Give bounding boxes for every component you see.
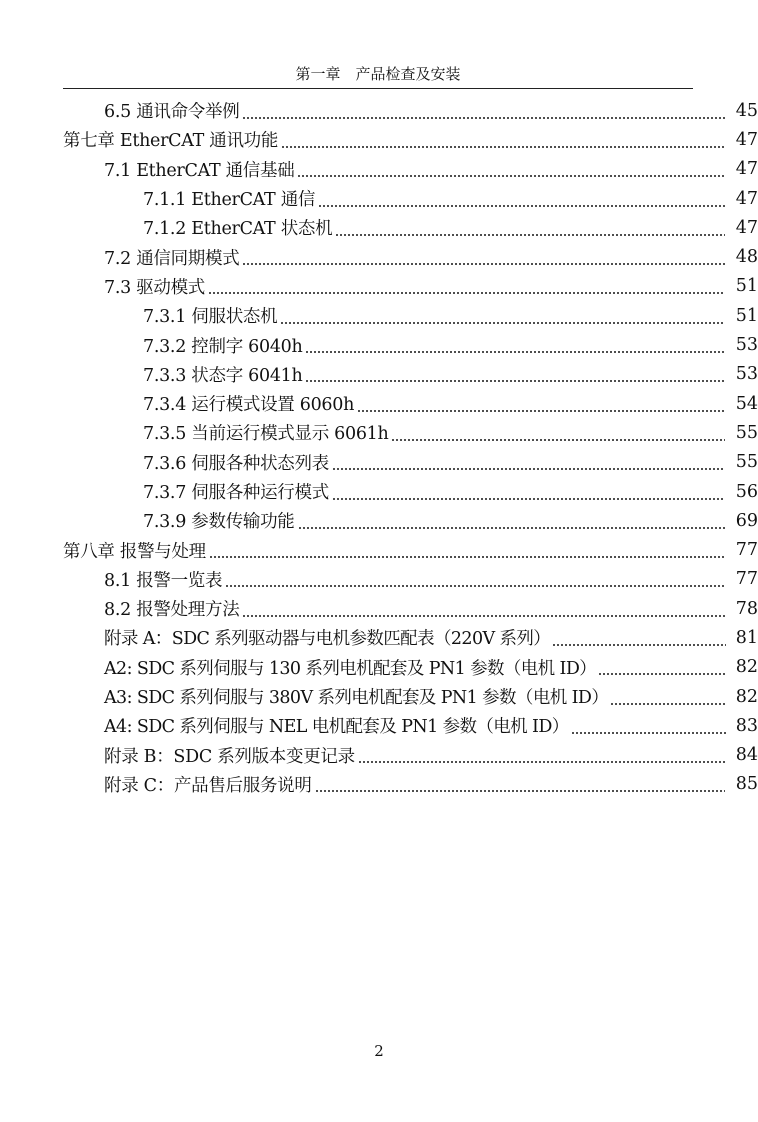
toc-entry-page: 77 <box>735 540 758 561</box>
dot-leader <box>242 263 725 265</box>
dot-leader <box>357 410 725 412</box>
toc-entry-label: 7.3.4 运行模式设置 6060h <box>143 395 355 416</box>
toc-entry-label: 附录 B：SDC 系列版本变更记录 <box>104 746 355 767</box>
toc-entry-7-3-5[interactable] <box>0 418 758 447</box>
dot-leader <box>209 556 725 558</box>
toc-entry-label: 8.2 报警处理方法 <box>104 600 240 621</box>
toc-entry-page: 82 <box>735 686 758 707</box>
dot-leader <box>225 585 725 587</box>
dot-leader <box>242 117 725 119</box>
toc-entry-label: 7.3.3 状态字 6041h <box>143 365 303 386</box>
toc-entry-page: 45 <box>735 100 758 121</box>
toc-entry-8-1[interactable] <box>0 565 758 594</box>
toc-entry-page: 47 <box>735 217 758 238</box>
dot-leader <box>297 175 725 177</box>
toc-entry-7-3-3[interactable] <box>0 360 758 389</box>
dot-leader <box>242 615 725 617</box>
header-rule <box>63 88 693 89</box>
toc-entry-label: 7.1 EtherCAT 通信基础 <box>104 160 295 181</box>
toc-entry-7-3-7[interactable] <box>0 477 758 506</box>
page-header: 第一章 产品检查及安装 <box>295 65 461 83</box>
toc-entry-chapter-8[interactable] <box>0 535 758 564</box>
dot-leader <box>281 146 725 148</box>
toc-entry-label: 附录 C：产品售后服务说明 <box>104 775 312 796</box>
toc-entry-page: 77 <box>735 569 758 590</box>
dot-leader <box>391 439 725 441</box>
toc-entry-page: 81 <box>735 627 758 648</box>
toc-entry-page: 84 <box>735 745 758 766</box>
toc-entry-label: 8.1 报警一览表 <box>104 570 223 591</box>
toc-entry-label: 7.3.7 伺服各种运行模式 <box>143 483 329 503</box>
toc-entry-page: 85 <box>735 774 758 795</box>
toc-entry-page: 83 <box>735 715 758 736</box>
toc-entry-7-1-1[interactable] <box>0 184 758 213</box>
dot-leader <box>305 351 725 353</box>
toc-entry-page: 55 <box>735 422 758 443</box>
toc-entry-appendix-a3[interactable] <box>0 682 758 711</box>
toc-entry-label: 7.3.2 控制字 6040h <box>143 336 303 357</box>
toc-entry-page: 51 <box>735 276 758 297</box>
toc-entry-label: 7.2 通信同期模式 <box>104 248 240 269</box>
toc-entry-page: 47 <box>735 188 758 209</box>
toc-entry-label: 7.3.9 参数传输功能 <box>143 512 295 533</box>
toc-entry-label: 7.3.6 伺服各种状态列表 <box>143 453 329 474</box>
toc-entry-page: 54 <box>735 393 758 414</box>
dot-leader <box>332 468 725 470</box>
toc-entry-label: A4: SDC 系列伺服与 NEL 电机配套及 PN1 参数（电机 ID） <box>104 717 569 738</box>
toc-entry-page: 56 <box>735 481 758 502</box>
toc-entry-label: 第七章 EtherCAT 通讯功能 <box>63 131 279 152</box>
toc-entry-7-3[interactable] <box>0 272 758 301</box>
toc-entry-page: 53 <box>735 335 758 356</box>
toc-entry-7-3-9[interactable] <box>0 506 758 535</box>
dot-leader <box>598 673 726 675</box>
toc-entry-page: 82 <box>735 657 758 678</box>
toc-entry-label: 7.3.5 当前运行模式显示 6061h <box>143 424 389 445</box>
toc-entry-appendix-c[interactable] <box>0 770 758 799</box>
toc-entry-page: 78 <box>735 598 758 619</box>
page-number: 2 <box>374 1042 384 1060</box>
toc-entry-page: 51 <box>735 305 758 326</box>
toc-entry-chapter-7[interactable] <box>0 125 758 154</box>
toc-entry-label: 附录 A：SDC 系列驱动器与电机参数匹配表（220V 系列） <box>104 629 551 650</box>
toc-entry-7-3-2[interactable] <box>0 330 758 359</box>
dot-leader <box>571 732 726 734</box>
toc-entry-label: 6.5 通讯命令举例 <box>104 102 240 123</box>
toc-entry-7-1[interactable] <box>0 155 758 184</box>
toc-entry-appendix-a[interactable] <box>0 623 758 652</box>
toc-entry-appendix-a2[interactable] <box>0 653 758 682</box>
toc-entry-6-5[interactable] <box>0 96 758 125</box>
dot-leader <box>315 790 725 792</box>
dot-leader <box>332 498 725 500</box>
toc-entry-page: 69 <box>735 510 758 531</box>
dot-leader <box>552 644 726 646</box>
toc-entry-page: 47 <box>735 159 758 180</box>
table-of-contents <box>0 96 758 799</box>
dot-leader <box>358 761 725 763</box>
toc-entry-page: 47 <box>735 129 758 150</box>
toc-entry-7-3-4[interactable] <box>0 389 758 418</box>
toc-entry-7-3-6[interactable] <box>0 448 758 477</box>
toc-entry-label: A3: SDC 系列伺服与 380V 系列电机配套及 PN1 参数（电机 ID） <box>104 688 609 709</box>
dot-leader <box>298 527 726 529</box>
dot-leader <box>280 322 725 324</box>
toc-entry-7-3-1[interactable] <box>0 301 758 330</box>
dot-leader <box>318 205 725 207</box>
toc-entry-label: 第八章 报警与处理 <box>63 541 206 562</box>
dot-leader <box>305 380 725 382</box>
toc-entry-label: A2: SDC 系列伺服与 130 系列电机配套及 PN1 参数（电机 ID） <box>104 658 597 679</box>
toc-entry-label: 7.3 驱动模式 <box>104 277 205 298</box>
toc-entry-page: 55 <box>735 452 758 473</box>
toc-entry-label: 7.1.1 EtherCAT 通信 <box>143 190 316 211</box>
toc-entry-appendix-a4[interactable] <box>0 711 758 740</box>
toc-entry-page: 48 <box>735 247 758 268</box>
toc-entry-7-1-2[interactable] <box>0 213 758 242</box>
dot-leader <box>208 292 725 294</box>
toc-entry-page: 53 <box>735 364 758 385</box>
toc-entry-8-2[interactable] <box>0 594 758 623</box>
dot-leader <box>610 703 726 705</box>
toc-entry-label: 7.1.2 EtherCAT 状态机 <box>143 219 333 240</box>
toc-entry-label: 7.3.1 伺服状态机 <box>143 307 278 328</box>
dot-leader <box>335 234 725 236</box>
toc-entry-appendix-b[interactable] <box>0 741 758 770</box>
toc-entry-7-2[interactable] <box>0 242 758 271</box>
